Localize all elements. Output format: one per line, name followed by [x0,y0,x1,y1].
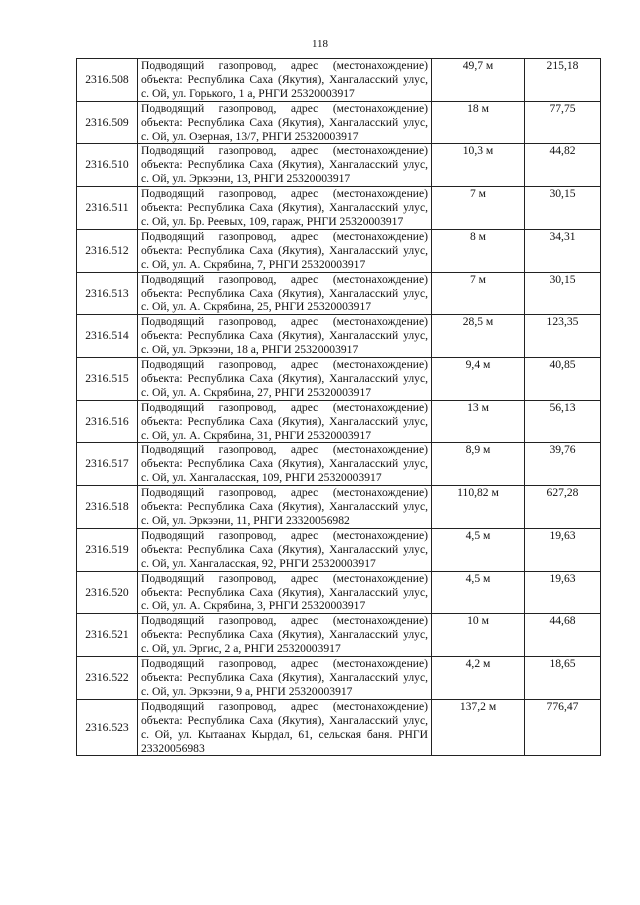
row-number-cell: 2316.515 [77,358,138,401]
row-number-cell: 2316.512 [77,229,138,272]
object-description-cell: Подводящий газопровод, адрес (местонахождение) объекта: Республика Саха (Якутия), Хангаласский улус, с. Ой, ул. А. Скрябина, 27, РНГИ 25320003917 [138,358,432,401]
pipeline-length-cell: 10 м [432,614,525,657]
value-cell: 77,75 [525,101,601,144]
table-row [77,59,601,102]
table-row [77,657,601,700]
value-cell: 215,18 [525,59,601,102]
value-cell: 627,28 [525,486,601,529]
table-row [77,358,601,401]
pipeline-length-cell: 18 м [432,101,525,144]
table-row [77,272,601,315]
value-cell: 30,15 [525,187,601,230]
object-description-cell: Подводящий газопровод, адрес (местонахождение) объекта: Республика Саха (Якутия), Хангаласский улус, с. Ой, ул. Эркээни, 11, РНГИ 23320056982 [138,486,432,529]
row-number-cell: 2316.522 [77,657,138,700]
value-cell: 19,63 [525,528,601,571]
pipeline-length-cell: 7 м [432,272,525,315]
pipeline-length-cell: 8,9 м [432,443,525,486]
row-number-cell: 2316.510 [77,144,138,187]
row-number-cell: 2316.514 [77,315,138,358]
object-description-cell: Подводящий газопровод, адрес (местонахождение) объекта: Республика Саха (Якутия), Хангаласский улус, с. Ой, ул. Горького, 1 а, РНГИ 25320003917 [138,59,432,102]
object-description-cell: Подводящий газопровод, адрес (местонахождение) объекта: Республика Саха (Якутия), Хангаласский улус, с. Ой, ул. Эркээни, 18 а, РНГИ 25320003917 [138,315,432,358]
value-cell: 39,76 [525,443,601,486]
pipeline-length-cell: 110,82 м [432,486,525,529]
row-number-cell: 2316.516 [77,400,138,443]
row-number-cell: 2316.519 [77,528,138,571]
registry-table-body [77,59,601,756]
pipeline-length-cell: 10,3 м [432,144,525,187]
object-description-cell: Подводящий газопровод, адрес (местонахождение) объекта: Республика Саха (Якутия), Хангаласский улус, с. Ой, ул. Озерная, 13/7, РНГИ 25320003917 [138,101,432,144]
value-cell: 19,63 [525,571,601,614]
value-cell: 123,35 [525,315,601,358]
row-number-cell: 2316.517 [77,443,138,486]
object-description-cell: Подводящий газопровод, адрес (местонахождение) объекта: Республика Саха (Якутия), Хангаласский улус, с. Ой, ул. А. Скрябина, 3, РНГИ 25320003917 [138,571,432,614]
pipeline-length-cell: 7 м [432,187,525,230]
object-description-cell: Подводящий газопровод, адрес (местонахождение) объекта: Республика Саха (Якутия), Хангаласский улус, с. Ой, ул. Хангаласская, 109, РНГИ 25320003917 [138,443,432,486]
table-row [77,699,601,756]
page-number: 118 [311,38,329,50]
object-description-cell: Подводящий газопровод, адрес (местонахождение) объекта: Республика Саха (Якутия), Хангаласский улус, с. Ой, ул. А. Скрябина, 25, РНГИ 25320003917 [138,272,432,315]
value-cell: 30,15 [525,272,601,315]
pipeline-length-cell: 49,7 м [432,59,525,102]
object-description-cell: Подводящий газопровод, адрес (местонахождение) объекта: Республика Саха (Якутия), Хангаласский улус, с. Ой, ул. Кытаанах Кырдал, 61, сельская баня. РНГИ 23320056983 [138,699,432,756]
row-number-cell: 2316.520 [77,571,138,614]
object-description-cell: Подводящий газопровод, адрес (местонахождение) объекта: Республика Саха (Якутия), Хангаласский улус, с. Ой, ул. Эркээни, 13, РНГИ 25320003917 [138,144,432,187]
table-row [77,486,601,529]
table-row [77,571,601,614]
pipeline-length-cell: 13 м [432,400,525,443]
pipeline-length-cell: 8 м [432,229,525,272]
row-number-cell: 2316.511 [77,187,138,230]
row-number-cell: 2316.513 [77,272,138,315]
row-number-cell: 2316.518 [77,486,138,529]
value-cell: 40,85 [525,358,601,401]
pipeline-length-cell: 4,5 м [432,528,525,571]
pipeline-length-cell: 9,4 м [432,358,525,401]
value-cell: 44,68 [525,614,601,657]
table-row [77,315,601,358]
table-row [77,614,601,657]
pipeline-length-cell: 137,2 м [432,699,525,756]
table-row [77,528,601,571]
table-row [77,400,601,443]
row-number-cell: 2316.523 [77,699,138,756]
table-row [77,101,601,144]
object-description-cell: Подводящий газопровод, адрес (местонахождение) объекта: Республика Саха (Якутия), Хангаласский улус, с. Ой, ул. Хангаласская, 92, РНГИ 25320003917 [138,528,432,571]
row-number-cell: 2316.509 [77,101,138,144]
table-row [77,187,601,230]
value-cell: 18,65 [525,657,601,700]
row-number-cell: 2316.508 [77,59,138,102]
value-cell: 34,31 [525,229,601,272]
value-cell: 776,47 [525,699,601,756]
pipeline-length-cell: 28,5 м [432,315,525,358]
object-description-cell: Подводящий газопровод, адрес (местонахождение) объекта: Республика Саха (Якутия), Хангаласский улус, с. Ой, ул. Эркээни, 9 а, РНГИ 25320003917 [138,657,432,700]
table-row [77,443,601,486]
object-description-cell: Подводящий газопровод, адрес (местонахождение) объекта: Республика Саха (Якутия), Хангаласский улус, с. Ой, ул. Эргис, 2 а, РНГИ 25320003917 [138,614,432,657]
value-cell: 56,13 [525,400,601,443]
registry-table [76,58,601,756]
table-row [77,229,601,272]
pipeline-length-cell: 4,2 м [432,657,525,700]
object-description-cell: Подводящий газопровод, адрес (местонахождение) объекта: Республика Саха (Якутия), Хангаласский улус, с. Ой, ул. А. Скрябина, 31, РНГИ 25320003917 [138,400,432,443]
object-description-cell: Подводящий газопровод, адрес (местонахождение) объекта: Республика Саха (Якутия), Хангаласский улус, с. Ой, ул. Бр. Реевых, 109, гараж, РНГИ 25320003917 [138,187,432,230]
object-description-cell: Подводящий газопровод, адрес (местонахождение) объекта: Республика Саха (Якутия), Хангаласский улус, с. Ой, ул. А. Скрябина, 7, РНГИ 25320003917 [138,229,432,272]
pipeline-length-cell: 4,5 м [432,571,525,614]
row-number-cell: 2316.521 [77,614,138,657]
table-row [77,144,601,187]
value-cell: 44,82 [525,144,601,187]
